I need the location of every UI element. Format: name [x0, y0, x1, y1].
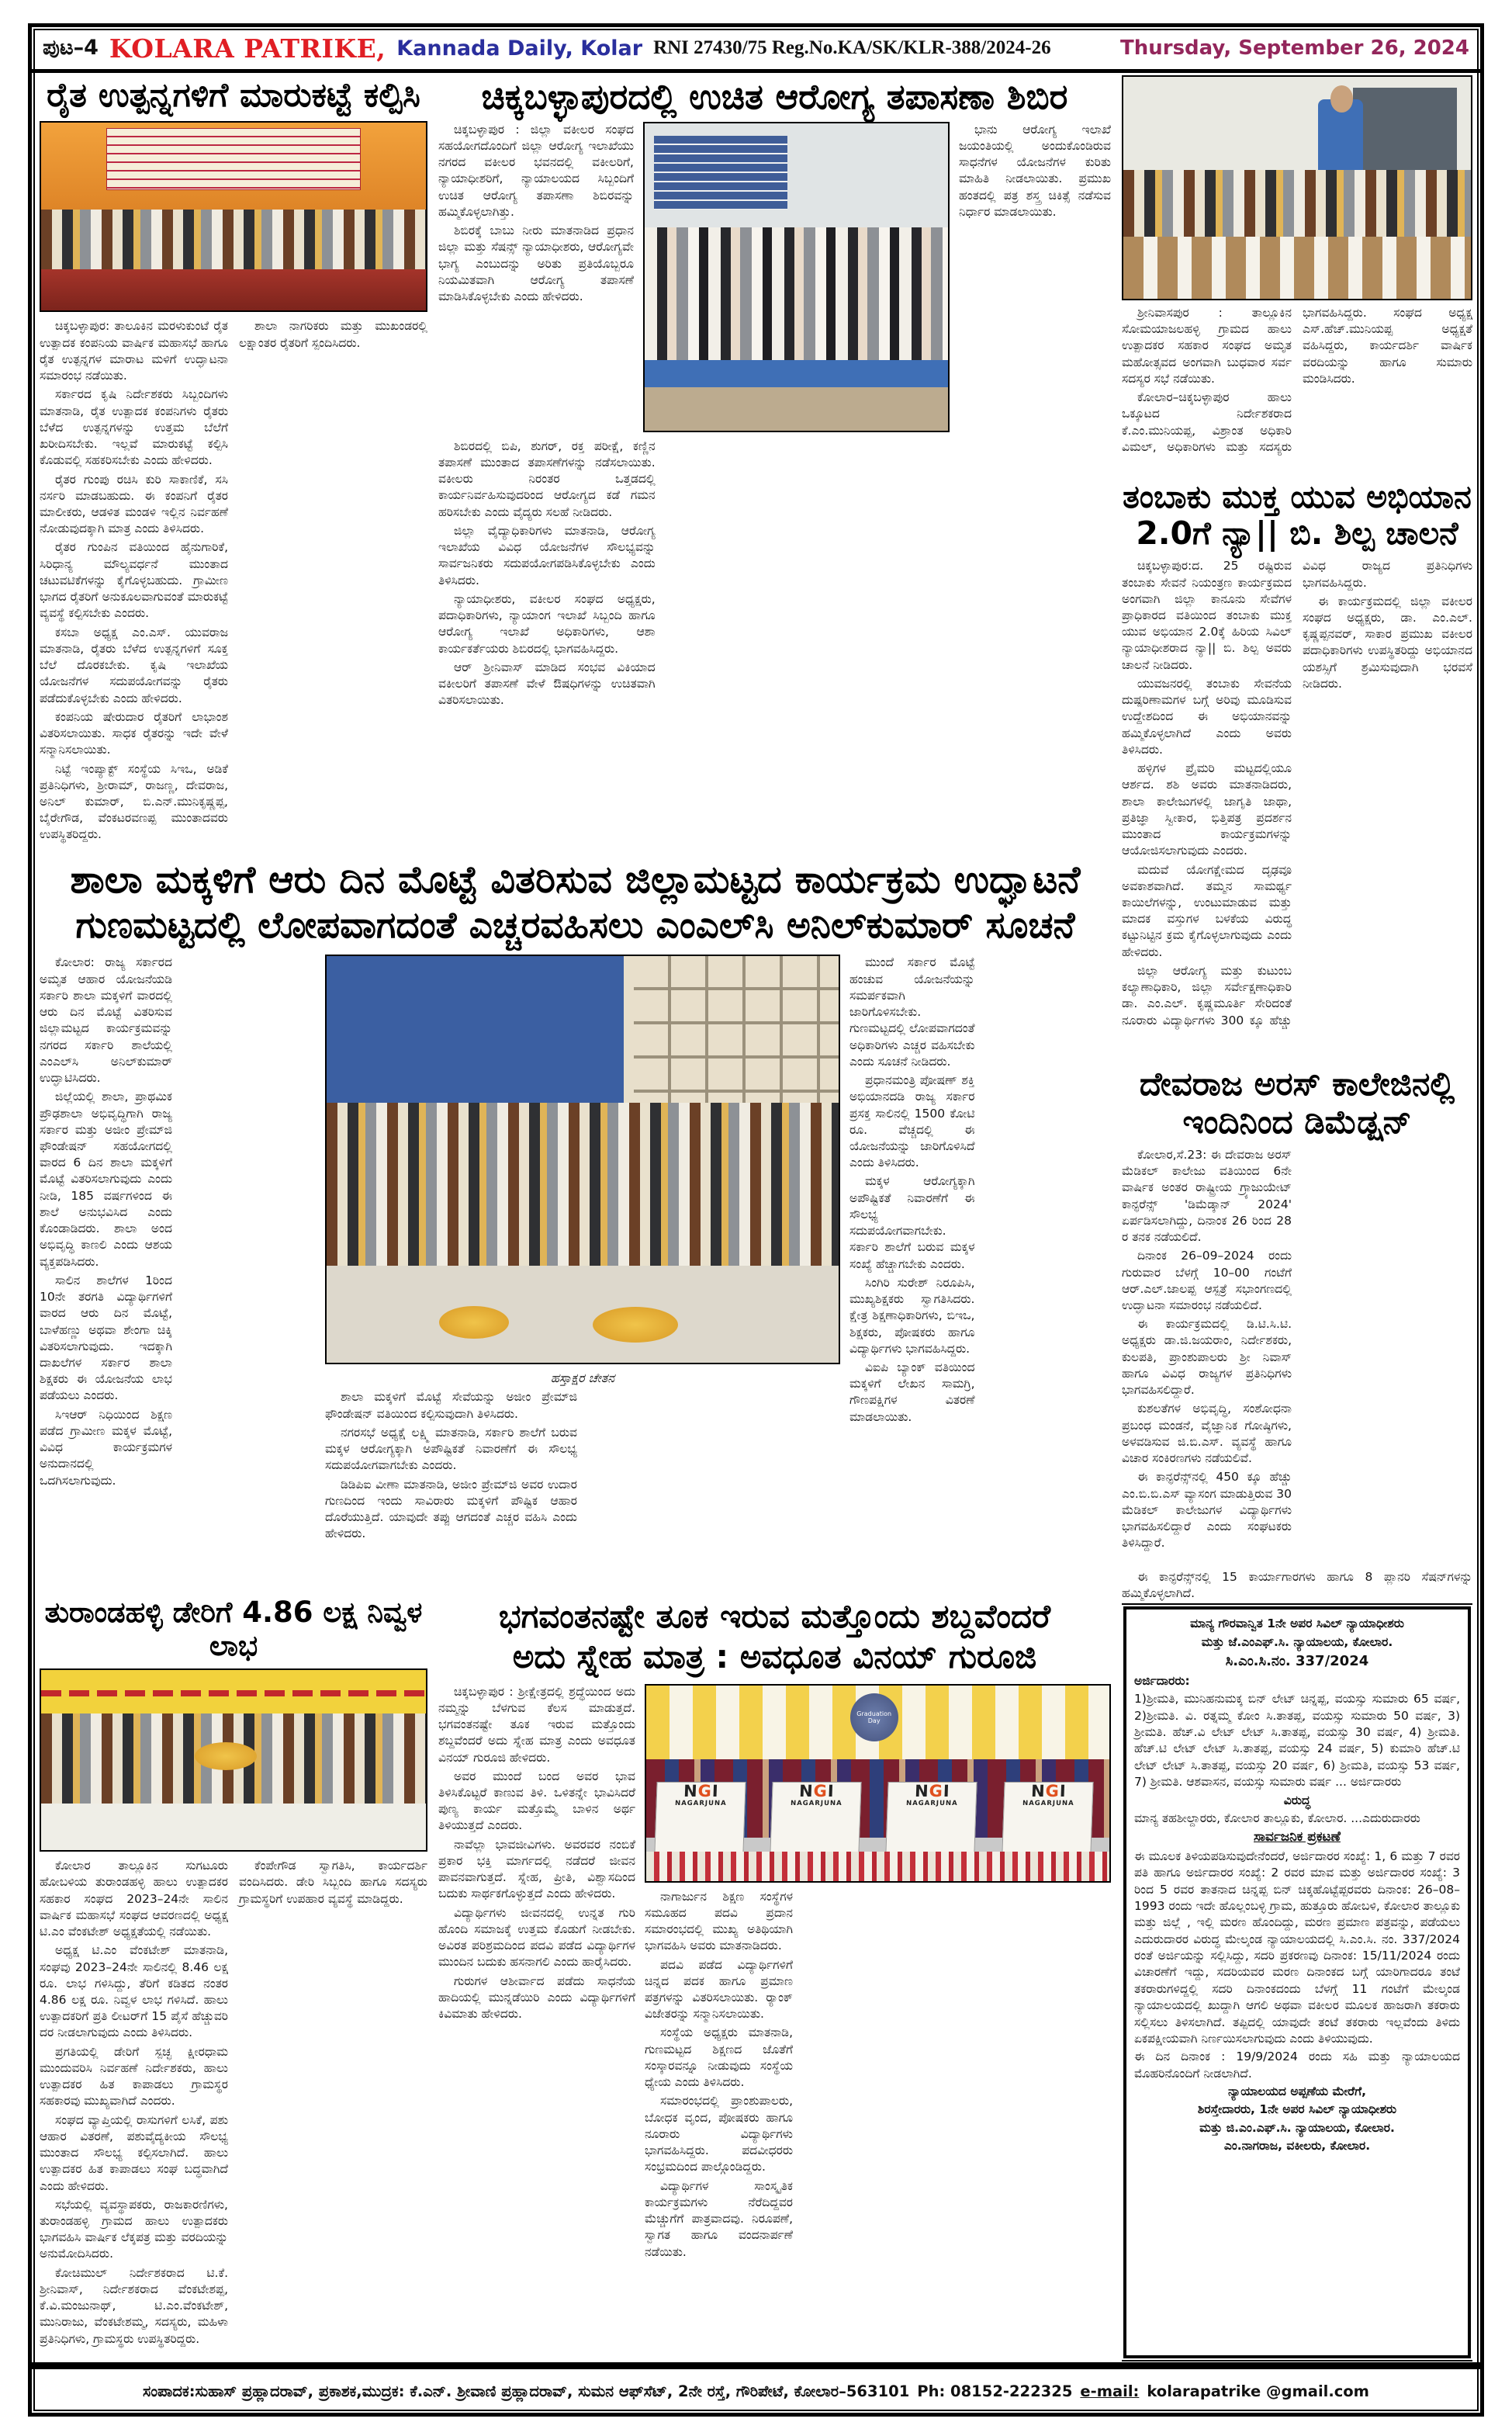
masthead-bar — [32, 27, 1480, 73]
signature-caption: ಹಸ್ತಾಕ್ಷರ ಚೇತನ — [550, 1370, 615, 1386]
ngi-i: I — [827, 1781, 836, 1800]
nagarjuna-label: NAGARJUNA — [906, 1799, 959, 1807]
ngi-podium-1 — [654, 1782, 746, 1854]
article-dairy — [40, 1596, 427, 2361]
phone-number: Ph: 08152-222325 — [917, 2382, 1073, 2400]
tobacco-headline-line2: 2.0ಗೆ ನ್ಯಾ|| ಬಿ. ಶಿಲ್ಪ ಚಾಲನೆ — [1136, 515, 1458, 553]
paragraph: ಮಕ್ಕಳ ಆರೋಗ್ಯಕ್ಕಾಗಿ ಅಪೌಷ್ಟಿಕತೆ ನಿವಾರಣೆಗೆ ಈ ಸೌಲಭ್ಯ ಸದುಪಯೋಗವಾಗಬೇಕು. ಸರ್ಕಾರಿ ಶಾಲೆಗೆ ಬರುವ ಮಕ್ಕಳ ಸಂಖ್ಯೆ ಹೆಚ್ಚಾಗಬೇಕು ಎಂದರು. — [849, 1174, 975, 1271]
paragraph: ಕೋಲಾರ–ಚಿಕ್ಕಬಳ್ಳಾಪುರ ಹಾಲು ಒಕ್ಕೂಟದ ನಿರ್ದೇಶಕರಾದ ಕೆ.ಎಂ.ಮುನಿಯಪ್ಪ, ವಿಶ್ರಾಂತ ಅಧಿಕಾರಿ ವಿಮಲ್, ಅಧಿಕಾರಿಗಳು ಮತ್ತು ಸದಸ್ಯರು ಭಾಗವಹಿಸಿದ್ದರು. ಸಂಘದ ಅಧ್ಯಕ್ಷ ಎಸ್.ಹೆಚ್.ಮುನಿಯಪ್ಪ ಅಧ್ಯಕ್ಷತೆ ವಹಿಸಿದ್ದರು, ಕಾರ್ಯದರ್ಶಿ ವಾರ್ಷಿಕ ವರದಿಯನ್ನು ಹಾಗೂ ಸುಮಾರು ಮಂಡಿಸಿದರು. — [1122, 306, 1472, 454]
paragraph: ಸಭೆಯಲ್ಲಿ ವ್ಯವಸ್ಥಾಪಕರು, ರಾಜಕಾರಣಿಗಳು, ತುರಾಂಡಹಳ್ಳಿ ಗ್ರಾಮದ ಹಾಲು ಉತ್ಪಾದಕರು ಭಾಗವಹಿಸಿ ವಾರ್ಷಿಕ ಲೆಕ್ಕಪತ್ರ ಮತ್ತು ವರದಿಯನ್ನು ಅನುಮೋದಿಸಿದರು. — [40, 2197, 228, 2261]
article-body-left — [438, 122, 634, 432]
paragraph: ಯುವಜನರಲ್ಲಿ ತಂಬಾಕು ಸೇವನೆಯ ದುಷ್ಪರಿಣಾಮಗಳ ಬಗ್ಗೆ ಅರಿವು ಮೂಡಿಸುವ ಉದ್ದೇಶದಿಂದ ಈ ಅಭಿಯಾನವನ್ನು ಹಮ್ಮಿಕೊಳ್ಳಲಾಗಿದೆ ಎಂದು ಅವರು ತಿಳಿಸಿದರು. — [1122, 676, 1292, 757]
paragraph: ಪ್ರಧಾನಮಂತ್ರಿ ಪೋಷಣ್ ಶಕ್ತಿ ಅಭಿಯಾನದಡಿ ರಾಜ್ಯ ಸರ್ಕಾರ ಪ್ರಸಕ್ತ ಸಾಲಿನಲ್ಲಿ 1500 ಕೋಟಿ ರೂ. ವೆಚ್ಚದಲ್ಲಿ ಈ ಯೋಜನೆಯನ್ನು ಜಾರಿಗೊಳಿಸಿದೆ ಎಂದು ತಿಳಿಸಿದರು. — [849, 1073, 975, 1170]
paragraph: ಮುಂದೆ ಸರ್ಕಾರ ಮೊಟ್ಟೆ ಹಂಚುವ ಯೋಜನೆಯನ್ನು ಸಮರ್ಪಕವಾಗಿ ಜಾರಿಗೊಳಿಸಬೇಕು. ಗುಣಮಟ್ಟದಲ್ಲಿ ಲೋಪವಾಗದಂತೆ ಅಧಿಕಾರಿಗಳು ಎಚ್ಚರ ವಹಿಸಬೇಕು ಎಂದು ಸೂಚನೆ ನೀಡಿದರು. — [849, 955, 975, 1069]
paragraph: ಆರ್ ಶ್ರೀನಿವಾಸ್ ಮಾಡಿದ ಸಂಭವ ವಿಕಿಯಾದ ವಕೀಲರಿಗೆ ತಪಾಸಣೆ ವೇಳೆ ಔಷಧಿಗಳನ್ನು ಉಚಿತವಾಗಿ ವಿತರಿಸಲಾಯಿತು. — [438, 660, 656, 708]
paragraph: ಕೋಲಾರ ತಾಲ್ಲೂಕಿನ ಸುಗಟೂರು ಹೋಬಳಿಯ ತುರಾಂಡಹಳ್ಳಿ ಹಾಲು ಉತ್ಪಾದಕರ ಸಹಕಾರ ಸಂಘದ 2023–24ನೇ ಸಾಲಿನ ವಾರ್ಷಿಕ ಮಹಾಸಭೆ ಸಂಘದ ಆವರಣದಲ್ಲಿ ಅಧ್ಯಕ್ಷ ಟಿ.ಎಂ ವೆಂಕಟೇಶ್ ಅಧ್ಯಕ್ಷತೆಯಲ್ಲಿ ನಡೆಯಿತು. — [40, 1859, 228, 1939]
page-frame — [28, 23, 1484, 2417]
photo-wall-banner — [654, 136, 787, 210]
paragraph: ಜಿಲ್ಲೆಯಲ್ಲಿ ಶಾಲಾ, ಪ್ರಾಥಮಿಕ ಪ್ರೌಢಶಾಲಾ ಅಭಿವೃದ್ಧಿಗಾಗಿ ರಾಜ್ಯ ಸರ್ಕಾರ ಮತ್ತು ಅಜೀಂ ಪ್ರೇಮ್‌ಜಿ ಫೌಂಡೇಷನ್ ಸಹಯೋಗದಲ್ಲಿ ವಾರದ 6 ದಿನ ಶಾಲಾ ಮಕ್ಕಳಿಗೆ ಮೊಟ್ಟೆ ವಿತರಿಸಲಾಗುವುದು ಎಂದು ನೀಡಿ, 185 ವರ್ಷಗಳಿಂದ ಈ ಶಾಲೆ ಅನುಭವಿಸಿದ ಎಂದು ಕೊಂಡಾಡಿದರು. ಶಾಲಾ ಅಂದ ಅಭಿವೃದ್ಧಿ ಕಾಣಲಿ ಎಂದು ಆಶಯ ವ್ಯಕ್ತಪಡಿಸಿದರು. — [40, 1090, 172, 1269]
paragraph: ವಿದ್ಯಾರ್ಥಿಗಳು ಜೀವನದಲ್ಲಿ ಉನ್ನತ ಗುರಿ ಹೊಂದಿ ಸಮಾಜಕ್ಕೆ ಉತ್ತಮ ಕೊಡುಗೆ ನೀಡಬೇಕು. ಅವಿರತ ಪರಿಶ್ರಮದಿಂದ ಪದವಿ ಪಡೆದ ವಿದ್ಯಾರ್ಥಿಗಳ ಮುಂದಿನ ಬದುಕು ಹಸನಾಗಲಿ ಎಂದು ಹಾರೈಸಿದರು. — [438, 1905, 635, 1970]
paragraph: ಗುರುಗಳ ಆಶೀರ್ವಾದ ಪಡೆದು ಸಾಧನೆಯ ಹಾದಿಯಲ್ಲಿ ಮುನ್ನಡೆಯಿರಿ ಎಂದು ವಿದ್ಯಾರ್ಥಿಗಳಿಗೆ ಕಿವಿಮಾತು ಹೇಳಿದರು. — [438, 1973, 635, 2022]
paragraph: ಕುಶಲತೆಗಳ ಅಭಿವೃದ್ಧಿ, ಸಂಶೋಧನಾ ಪ್ರಬಂಧ ಮಂಡನೆ, ವೈಜ್ಞಾನಿಕ ಗೋಷ್ಠಿಗಳು, ಅಳವಡಿಸುವ ಜಿ.ಬಿ.ಎಸ್. ವ್ಯವಸ್ಥೆ ಹಾಗೂ ವಿಚಾರ ಸಂಕಿರಣಗಳು ನಡೆಯಲಿವೆ. — [1122, 1402, 1292, 1466]
paragraph: ನ್ಯಾಯಾಧೀಶರು, ವಕೀಲರ ಸಂಘದ ಅಧ್ಯಕ್ಷರು, ಪದಾಧಿಕಾರಿಗಳು, ನ್ಯಾಯಾಂಗ ಇಲಾಖೆ ಸಿಬ್ಬಂದಿ ಹಾಗೂ ಆರೋಗ್ಯ ಇಲಾಖೆ ಅಧಿಕಾರಿಗಳು, ಆಶಾ ಕಾರ್ಯಕರ್ತೆಯರು ಶಿಬಿರದಲ್ಲಿ ಭಾಗವಹಿಸಿದ್ದರು. — [438, 591, 656, 656]
court-line-1: ಮಾನ್ಯ ಗೌರವಾನ್ವಿತ 1ನೇ ಅಪರ ಸಿವಿಲ್ ನ್ಯಾಯಾಧೀಶರು — [1190, 1616, 1404, 1631]
demedcon-headline-line1: ದೇವರಾಜ ಅರಸ್ ಕಾಲೇಜಿನಲ್ಲಿ — [1139, 1065, 1455, 1104]
photo-garland-left — [439, 1306, 509, 1339]
nagarjuna-label: NAGARJUNA — [791, 1799, 842, 1807]
photo-people-row — [327, 1103, 839, 1273]
photo-ngi-graduation — [645, 1684, 1111, 1883]
photo-srinivaspura-meeting — [1122, 75, 1472, 300]
respondent: ಮಾನ್ಯ ತಹಶೀಲ್ದಾರರು, ಕೋಲಾರ ತಾಲ್ಲೂಕು, ಕೋಲಾರ. ...ಎದುರುದಾರರು — [1134, 1810, 1420, 1825]
right-column — [1122, 75, 1472, 2361]
case-number: ಸಿ.ಎಂ.ಸಿ.ನಂ. 337/2024 — [1225, 1653, 1369, 1670]
content-grid — [40, 75, 1472, 2361]
ngi-logo — [773, 1783, 861, 1800]
photo-flower-row — [646, 1852, 1109, 1881]
photo-blue-table — [645, 360, 948, 388]
article-body-bottom — [438, 438, 1111, 847]
demedcon-body — [1122, 1147, 1472, 1566]
photo-person-head — [1330, 85, 1353, 112]
paragraph: ಶಾಲಾ ಮಕ್ಕಳಿಗೆ ಮೊಟ್ಟೆ ಸೇವೆಯನ್ನು ಅಜೀಂ ಪ್ರೇಮ್‌ಜಿ ಫೌಂಡೇಷನ್ ವತಿಯಿಂದ ಕಲ್ಪಿಸುವುದಾಗಿ ತಿಳಿಸಿದರು. — [325, 1390, 577, 1421]
signature-line-2: ಶಿರಸ್ತೇದಾರರು, 1ನೇ ಅಪರ ಸಿವಿಲ್ ನ್ಯಾಯಾಧೀಶರು — [1197, 2102, 1397, 2117]
article-health-camp — [438, 75, 1111, 847]
paragraph: ಜಿಲ್ಲಾ ಆರೋಗ್ಯ ಮತ್ತು ಕುಟುಂಬ ಕಲ್ಯಾಣಾಧಿಕಾರಿ, ಜಿಲ್ಲಾ ಸರ್ವೇಕ್ಷಣಾಧಿಕಾರಿ ಡಾ. ಎಂ.ಎಲ್. ಕೃಷ್ಣಮೂರ್ತಿ ಸೇರಿದಂತೆ ನೂರಾರು ವಿದ್ಯಾರ್ಥಿಗಳು 300 ಕ್ಕೂ ಹೆಚ್ಚು ವಿವಿಧ ರಾಜ್ಯದ ಪ್ರತಿನಿಧಿಗಳು ಭಾಗವಹಿಸಿದ್ದರು. — [1122, 559, 1472, 1027]
ngi-n: N — [915, 1781, 930, 1800]
imprint-text: ಸಂಪಾದಕ:ಸುಹಾಸ್ ಪ್ರಹ್ಲಾದರಾವ್, ಪ್ರಕಾಶಕ,ಮುದ್ರಕ: ಕೆ.ಎನ್. ಶ್ರೀವಾಣಿ ಪ್ರಹ್ಲಾದರಾವ್, ಸುಮನ ಆಫ್‌ಸೆಟ್, 2ನೇ ರಸ್ತೆ, ಗೌರಿಪೇಟೆ, ಕೋಲಾರ–563101 — [142, 2382, 910, 2400]
paragraph: ಸಾಲಿನ ಶಾಲೆಗಳ 1ರಿಂದ 10ನೇ ತರಗತಿ ವಿದ್ಯಾರ್ಥಿಗಳಿಗೆ ವಾರದ ಆರು ದಿನ ಮೊಟ್ಟೆ, ಬಾಳೆಹಣ್ಣು ಅಥವಾ ಶೇಂಗಾ ಚಿಕ್ಕಿ ವಿತರಿಸಲಾಗುವುದು. ಇದಕ್ಕಾಗಿ ದಾಖಲೆಗಳ ಸರ್ಕಾರ ಶಾಲಾ ಶಿಕ್ಷಕರು ಈ ಯೋಜನೆಯ ಲಾಭ ಪಡೆಯಲು ಎಂದರು. — [40, 1273, 172, 1403]
badge-text: Graduation Day — [856, 1710, 892, 1724]
photo-window — [1353, 88, 1457, 181]
court-line-2: ಮತ್ತು ಜೆ.ಎಂಎಫ್.ಸಿ. ನ್ಯಾಯಾಲಯ, ಕೋಲಾರ. — [1201, 1634, 1393, 1649]
legal-notice-box — [1123, 1606, 1471, 2358]
guruji-body-bottom — [645, 1889, 1111, 2361]
ngi-logo — [1005, 1783, 1093, 1800]
guruji-headline-line1: ಭಗವಂತನಷ್ಟೇ ತೂಕ ಇರುವ ಮತ್ತೊಂದು ಶಬ್ದವೆಂದರೆ — [498, 1597, 1051, 1635]
paragraph: ಪದವಿ ಪಡೆದ ವಿದ್ಯಾರ್ಥಿಗಳಿಗೆ ಚಿನ್ನದ ಪದಕ ಹಾಗೂ ಪ್ರಮಾಣ ಪತ್ರಗಳನ್ನು ವಿತರಿಸಲಾಯಿತು. ರ‍್ಯಾಂಕ್ ವಿಜೇತರನ್ನು ಸನ್ಮಾನಿಸಲಾಯಿತು. — [645, 1957, 793, 2022]
photo-garland — [195, 1742, 257, 1770]
srinivaspura-body — [1122, 305, 1472, 471]
photo-table-front — [327, 1266, 839, 1363]
paragraph: ಹಳ್ಳಿಗಳ ಪ್ರೈಮರಿ ಮಟ್ಟದಲ್ಲಿಯೂ ಆರ್ಶದ. ಶಶಿ ಅವರು ಮಾತನಾಡಿದರು, ಶಾಲಾ ಕಾಲೇಜುಗಳಲ್ಲಿ ಜಾಗೃತಿ ಜಾಥಾ, ಪ್ರತಿಜ್ಞಾ ಸ್ವೀಕಾರ, ಭಿತ್ತಿಪತ್ರ ಪ್ರದರ್ಶನ ಮುಂತಾದ ಕಾರ್ಯಕ್ರಮಗಳನ್ನು ಆಯೋಜಿಸಲಾಗುವುದು ಎಂದರು. — [1122, 761, 1292, 858]
paragraph: ಚಿಕ್ಕಬಳ್ಳಾಪುರ : ಶ್ರೀಕ್ಷೇತ್ರದಲ್ಲಿ ಶ್ರದ್ಧೆಯಿಂದ ಅದು ನಮ್ಮನ್ನು ಬೆಳಗುವ ಕೆಲಸ ಮಾಡುತ್ತದೆ. ಭಗವಂತನಷ್ಟೇ ತೂಕ ಇರುವ ಮತ್ತೊಂದು ಶಬ್ದವೆಂದರೆ ಅದು ಸ್ನೇಹ ಮಾತ್ರ ಎಂದು ಅವಧೂತ ವಿನಯ್ ಗುರೂಜಿ ಹೇಳಿದರು. — [438, 1684, 635, 1765]
article-headline: ಚಿಕ್ಕಬಳ್ಳಾಪುರದಲ್ಲಿ ಉಚಿತ ಆರೋಗ್ಯ ತಪಾಸಣಾ ಶಿಬಿರ — [481, 76, 1068, 117]
photo-people-row — [41, 210, 426, 273]
paragraph: ಅಧ್ಯಕ್ಷ ಟಿ.ಎಂ ವೆಂಕಟೇಶ್ ಮಾತನಾಡಿ, ಸಂಘವು 2023–24ನೇ ಸಾಲಿನಲ್ಲಿ 8.46 ಲಕ್ಷ ರೂ. ಲಾಭ ಗಳಿಸಿದ್ದು, ತೆರಿಗೆ ಕಡಿತದ ನಂತರ 4.86 ಲಕ್ಷ ರೂ. ನಿವ್ವಳ ಲಾಭ ಗಳಿಸಿದೆ. ಹಾಲು ಉತ್ಪಾದಕರಿಗೆ ಪ್ರತಿ ಲೀಟರ್‌ಗೆ 15 ಪೈಸೆ ಹೆಚ್ಚುವರಿ ದರ ನೀಡಲಾಗುವುದು ಎಂದು ತಿಳಿಸಿದರು. — [40, 1943, 228, 2040]
ngi-i: I — [711, 1781, 720, 1800]
paragraph: ಕೋಲಾರ: ರಾಜ್ಯ ಸರ್ಕಾರದ ಅಮೃತ ಆಹಾರ ಯೋಜನೆಯಡಿ ಸರ್ಕಾರಿ ಶಾಲಾ ಮಕ್ಕಳಿಗೆ ವಾರದಲ್ಲಿ ಆರು ದಿನ ಮೊಟ್ಟೆ ವಿತರಿಸುವ ಜಿಲ್ಲಾಮಟ್ಟದ ಕಾರ್ಯಕ್ರಮವನ್ನು ನಗರದ ಸರ್ಕಾರಿ ಶಾಲೆಯಲ್ಲಿ ಎಂಎಲ್‌ಸಿ ಅನಿಲ್‌ಕುಮಾರ್ ಉದ್ಘಾಟಿಸಿದರು. — [40, 955, 172, 1086]
paragraph: ಮದುವೆ ಯೋಗಕ್ಷೇಮದ ದೃಢವೂ ಅವಕಾಶವಾಗಿದೆ. ತಮ್ಮನ ಸಾಮರ್ಥ್ಯ ಕಾಯಿಲೆಗಳನ್ನು, ಉಂಟುಮಾಡುವ ಮತ್ತು ಮಾದಕ ವಸ್ತುಗಳ ಬಳಕೆಯ ವಿರುದ್ಧ ಕಟ್ಟುನಿಟ್ಟಿನ ಕ್ರಮ ಕೈಗೊಳ್ಳಲಾಗುವುದು ಎಂದು ಹೇಳಿದರು. — [1122, 862, 1292, 959]
article-guruji — [438, 1596, 1111, 2361]
tobacco-headline — [1122, 479, 1472, 552]
paragraph: ಕಂಪನಿಯ ಷೇರುದಾರ ರೈತರಿಗೆ ಲಾಭಾಂಶ ವಿತರಿಸಲಾಯಿತು. ಸಾಧಕ ರೈತರನ್ನು ಇದೇ ವೇಳೆ ಸನ್ಮಾನಿಸಲಾಯಿತು. — [40, 709, 228, 757]
registration-number: RNI 27430/75 Reg.No.KA/SK/KLR-388/2024-26 — [653, 37, 1051, 58]
article-egg-program — [40, 855, 1111, 1589]
edition-date: Thursday, September 26, 2024 — [1120, 36, 1469, 60]
signature-line-3: ಮತ್ತು ಜಿ.ಎಂ.ಎಫ್.ಸಿ. ನ್ಯಾಯಾಲಯ, ಕೋಲಾರ. — [1199, 2120, 1395, 2135]
egg-body-right — [849, 955, 1111, 1589]
ngi-g: G — [697, 1781, 713, 1800]
paragraph: ಚಿಕ್ಕಬಳ್ಳಾಪುರ:ದ. 25 ರಷ್ಟಿರುವ ತಂಬಾಕು ಸೇವನೆ ನಿಯಂತ್ರಣ ಕಾರ್ಯಕ್ರಮದ ಅಂಗವಾಗಿ ಜಿಲ್ಲಾ ಕಾನೂನು ಸೇವೆಗಳ ಪ್ರಾಧಿಕಾರದ ವತಿಯಿಂದ ತಂಬಾಕು ಮುಕ್ತ ಯುವ ಅಭಿಯಾನ 2.0ಕ್ಕೆ ಹಿರಿಯ ಸಿವಿಲ್ ನ್ಯಾಯಾಧೀಶರಾದ ನ್ಯಾ|| ಬಿ. ಶಿಲ್ಪ ಅವರು ಚಾಲನೆ ನೀಡಿದರು. — [1122, 559, 1292, 672]
paragraph: ನಾವೆಲ್ಲಾ ಭಾವಜೀವಿಗಳು. ಅವರವರ ನಂಬಿಕೆ ಪ್ರಕಾರ ಭಕ್ತಿ ಮಾರ್ಗದಲ್ಲಿ ನಡೆದರೆ ಜೀವನ ಪಾವನವಾಗುತ್ತದೆ. ಸ್ನೇಹ, ಪ್ರೀತಿ, ವಿಶ್ವಾಸದಿಂದ ಬದುಕು ಸಾರ್ಥಕಗೊಳ್ಳುತ್ತದೆ ಎಂದು ಹೇಳಿದರು. — [438, 1837, 635, 1901]
paragraph: ಶಿಬಿರದಲ್ಲಿ ಬಿಪಿ, ಶುಗರ್, ರಕ್ತ ಪರೀಕ್ಷೆ, ಕಣ್ಣಿನ ತಪಾಸಣೆ ಮುಂತಾದ ತಪಾಸಣೆಗಳನ್ನು ನಡೆಸಲಾಯಿತು. ವಕೀಲರು ನಿರಂತರ ಒತ್ತಡದಲ್ಲಿ ಕಾರ್ಯನಿರ್ವಹಿಸುವುದರಿಂದ ಆರೋಗ್ಯದ ಕಡೆ ಗಮನ ಹರಿಸಬೇಕು ಎಂದು ವೈದ್ಯರು ಸಲಹೆ ನೀಡಿದರು. — [438, 438, 656, 519]
ngi-g: G — [813, 1781, 829, 1800]
ngi-g: G — [929, 1781, 944, 1800]
newspaper-tagline: Kannada Daily, Kolar — [396, 36, 643, 61]
photo-yellow-banner — [41, 1670, 426, 1713]
demedcon-last-line: ಈ ಕಾನ್ಫರೆನ್ಸ್‌ನಲ್ಲಿ 15 ಕಾರ್ಯಾಗಾರಗಳು ಹಾಗೂ 8 ಪ್ಲಾನರಿ ಸೆಷನ್‌ಗಳನ್ನು ಹಮ್ಮಿಕೊಳ್ಳಲಾಗಿದೆ. — [1122, 1569, 1472, 1601]
page-number: ಪುಟ–4 — [43, 36, 99, 60]
signature-line-4: ಎಂ.ನಾಗರಾಜ, ವಕೀಲರು, ಕೋಲಾರ. — [1223, 2139, 1371, 2154]
paragraph: ಸರ್ಕಾರದ ಕೃಷಿ ನಿರ್ದೇಶಕರು ಸಿಬ್ಬಂದಿಗಳು ಮಾತನಾಡಿ, ರೈತ ಉತ್ಪಾದಕ ಕಂಪನಿಗಳು ರೈತರು ಬೆಳೆದ ಉತ್ಪನ್ನಗಳನ್ನು ಉತ್ತಮ ಬೆಲೆಗೆ ಖರೀದಿಸಬೇಕು. ಇಲ್ಲವೆ ಮಾರುಕಟ್ಟೆ ಕಲ್ಪಿಸಿ ಕೊಡುವಲ್ಲಿ ಸಹಕರಿಸಬೇಕು ಎಂದು ಹೇಳಿದರು. — [40, 387, 228, 468]
photo-people-row — [1123, 170, 1471, 237]
article-body-right — [959, 122, 1111, 432]
paragraph: ರೈತರ ಗುಂಪು ರಚಿಸಿ ಕುರಿ ಸಾಕಾಣಿಕೆ, ಸಸಿ ನರ್ಸರಿ ಮಾಡಬಹುದು. ಈ ಕಂಪನಿಗೆ ರೈತರ ಮಾಲೀಕರು, ಆಡಳಿತ ಮಂಡಳಿ ಇಲ್ಲಿನ ನಿರ್ವಹಣೆ ನೋಡುವುದಕ್ಕಾಗಿ ಮಾತ್ರ ಎಂದು ತಿಳಿಸಿದರು. — [40, 472, 228, 536]
paragraph: ಕಸಬಾ ಅಧ್ಯಕ್ಷ ಎಂ.ಎಸ್. ಯುವರಾಜ ಮಾತನಾಡಿ, ರೈತರು ಬೆಳೆದ ಉತ್ಪನ್ನಗಳಿಗೆ ಸೂಕ್ತ ಬೆಲೆ ದೊರಕಬೇಕು. ಕೃಷಿ ಇಲಾಖೆಯ ಯೋಜನೆಗಳ ಸದುಪಯೋಗವನ್ನು ರೈತರು ಪಡೆದುಕೊಳ್ಳಬೇಕು ಎಂದು ಹೇಳಿದರು. — [40, 625, 228, 705]
paragraph: ವಿಐಪಿ ಬ್ಯಾಂಕ್ ವತಿಯಿಂದ ಮಕ್ಕಳಿಗೆ ಲೇಖನ ಸಾಮಗ್ರಿ, ಗೌಣಪಕ್ಷಿಗಳ ವಿತರಣೆ ಮಾಡಲಾಯಿತು. — [849, 1360, 975, 1424]
demedcon-headline — [1122, 1066, 1472, 1141]
egg-headline-line1: ಶಾಲಾ ಮಕ್ಕಳಿಗೆ ಆರು ದಿನ ಮೊಟ್ಟೆ ವಿತರಿಸುವ ಜಿಲ್ಲಾಮಟ್ಟದ ಕಾರ್ಯಕ್ರಮ ಉದ್ಘಾಟನೆ — [70, 858, 1081, 902]
graduation-day-badge — [850, 1693, 898, 1741]
paragraph: ಜಿಲ್ಲಾ ವೈದ್ಯಾಧಿಕಾರಿಗಳು ಮಾತನಾಡಿ, ಆರೋಗ್ಯ ಇಲಾಖೆಯ ವಿವಿಧ ಯೋಜನೆಗಳ ಸೌಲಭ್ಯವನ್ನು ಸಾರ್ವಜನಿಕರು ಸದುಪಯೋಗಪಡಿಸಿಕೊಳ್ಳಬೇಕು ಎಂದು ತಿಳಿಸಿದರು. — [438, 523, 656, 587]
guruji-headline-line2: ಅದು ಸ್ನೇಹ ಮಾತ್ರ : ಅವಧೂತ ವಿನಯ್ ಗುರೂಜಿ — [512, 1637, 1037, 1676]
paragraph: ಸಂಸ್ಥೆಯ ಅಧ್ಯಕ್ಷರು ಮಾತನಾಡಿ, ಗುಣಮಟ್ಟದ ಶಿಕ್ಷಣದ ಜೊತೆಗೆ ಸಂಸ್ಕಾರವನ್ನೂ ನೀಡುವುದು ಸಂಸ್ಥೆಯ ಧ್ಯೇಯ ಎಂದು ತಿಳಿಸಿದರು. — [645, 2025, 793, 2090]
demedcon-headline-line2: ಇಂದಿನಿಂದ ಡಿಮೆಡ್ಷನ್ — [1182, 1102, 1412, 1141]
paragraph: ಚಿಕ್ಕಬಳ್ಳಾಪುರ : ಜಿಲ್ಲಾ ವಕೀಲರ ಸಂಘದ ಸಹಯೋಗದೊಂದಿಗೆ ಜಿಲ್ಲಾ ಆರೋಗ್ಯ ಇಲಾಖೆಯು ನಗರದ ವಕೀಲರ ಭವನದಲ್ಲಿ ವಕೀಲರಿಗೆ, ನ್ಯಾಯಾಧೀಶರಿಗೆ, ನ್ಯಾಯಾಲಯದ ಸಿಬ್ಬಂದಿಗೆ ಉಚಿತ ಆರೋಗ್ಯ ತಪಾಸಣಾ ಶಿಬಿರವನ್ನು ಹಮ್ಮಿಕೊಳ್ಳಲಾಗಿತ್ತು. — [438, 122, 634, 219]
paragraph: ರೈತರ ಗುಂಪಿನ ವತಿಯಿಂದ ಹೈನುಗಾರಿಕೆ, ಸಿರಿಧಾನ್ಯ ಮೌಲ್ಯವರ್ಧನೆ ಮುಂತಾದ ಚಟುವಟಿಕೆಗಳನ್ನು ಕೈಗೊಳ್ಳಬಹುದು. ಗ್ರಾಮೀಣ ಭಾಗದ ರೈತರಿಗೆ ಅನುಕೂಲವಾಗುವಂತೆ ಮಾರುಕಟ್ಟೆ ವ್ಯವಸ್ಥೆ ಕಲ್ಪಿಸಬೇಕು ಎಂದರು. — [40, 540, 228, 621]
dairy-headline: ತುರಾಂಡಹಳ್ಳಿ ಡೇರಿಗೆ 4.86 ಲಕ್ಷ ನಿವ್ವಳ ಲಾಭ — [44, 1596, 423, 1662]
paragraph: ವಿದ್ಯಾರ್ಥಿಗಳ ಸಾಂಸ್ಕೃತಿಕ ಕಾರ್ಯಕ್ರಮಗಳು ನೆರೆದಿದ್ದವರ ಮೆಚ್ಚುಗೆಗೆ ಪಾತ್ರವಾದವು. ನಿರೂಪಣೆ, ಸ್ವಾಗತ ಹಾಗೂ ವಂದನಾರ್ಪಣೆ ನಡೆಯಿತು. — [645, 2178, 793, 2259]
versus: ವಿರುದ್ಧ — [1283, 1793, 1311, 1807]
signature-line-1: ನ್ಯಾಯಾಲಯದ ಅಪ್ಪಣೆಯ ಮೇರೆಗೆ, — [1227, 2084, 1367, 2098]
photo-people-row — [645, 227, 948, 369]
ngi-podium-4 — [1002, 1782, 1094, 1854]
ngi-i: I — [1059, 1781, 1067, 1800]
paragraph: ಈ ಕಾರ್ಯಕ್ರಮದಲ್ಲಿ ಡಿ.ಟಿ.ಸಿ.ಟಿ. ಅಧ್ಯಕ್ಷರು ಡಾ.ಜಿ.ಜಯರಾಂ, ನಿರ್ದೇಶಕರು, ಕುಲಪತಿ, ಪ್ರಾಂಶುಪಾಲರು ಶ್ರೀ ನಿವಾಸ್ ಹಾಗೂ ವಿವಿಧ ರಾಜ್ಯಗಳ ಪ್ರತಿನಿಧಿಗಳು ಭಾಗವಹಿಸಲಿದ್ದಾರೆ. — [1122, 1317, 1292, 1398]
ngi-n: N — [798, 1781, 815, 1800]
egg-under-photo — [325, 1369, 840, 1589]
photo-banner — [106, 128, 360, 189]
photo-table-papers — [1123, 237, 1471, 299]
paragraph: ಈ ಕಾನ್ಫರೆನ್ಸ್‌ನಲ್ಲಿ 450 ಕ್ಕೂ ಹೆಚ್ಚು ಎಂ.ಬಿ.ಬಿ.ಎಸ್ ವ್ಯಾಸಂಗ ಮಾಡುತ್ತಿರುವ 30 ಮೆಡಿಕಲ್ ಕಾಲೇಜುಗಳ ವಿದ್ಯಾರ್ಥಿಗಳು ಭಾಗವಹಿಸಲಿದ್ದಾರೆ ಎಂದು ಸಂಘಟಕರು ತಿಳಿಸಿದ್ದಾರೆ. — [1122, 1470, 1292, 1551]
ngi-logo — [657, 1783, 746, 1800]
nagarjuna-label: NAGARJUNA — [674, 1799, 727, 1807]
notice-body: ಈ ಮೂಲಕ ತಿಳಿಯಪಡಿಸುವುದೇನೆಂದರೆ, ಅರ್ಜಿದಾರರ ಸಂಖ್ಯೆ: 1, 6 ಮತ್ತು 7 ರವರ ಪತಿ ಹಾಗೂ ಅರ್ಜಿದಾರರ ಸಂಖ್ಯೆ: 2 ರವರ ಮಾವ ಮತ್ತು ಅರ್ಜಿದಾರರ ಸಂಖ್ಯೆ: 3 ರಿಂದ 5 ರವರ ತಾತನಾದ ಚಿನ್ನಪ್ಪ ಬಿನ್ ಚಿಕ್ಕಹೊಟ್ಟೆಪ್ಪರವರು ದಿನಾಂಕ: 26–08–1993 ರಂದು ಇದೇ ಹೊಲ್ಲಂಬಳ್ಳಿ ಗ್ರಾಮ, ಹುತ್ತೂರು ಹೋಬಳಿ, ಕೋಲಾರ ತಾಲ್ಲೂಕು ಮತ್ತು ಜಿಲ್ಲೆ , ಇಲ್ಲಿ ಮರಣ ಹೊಂದಿದ್ದು, ಮರಣ ಪ್ರಮಾಣ ಪತ್ರವನ್ನು, ಪಡೆಯಲು ಎದುರುದಾರರ ವಿರುದ್ಧ ಮೇಲ್ಕಂಡ ನ್ಯಾಯಾಲಯದಲ್ಲಿ ಸಿ.ಎಂ.ಸಿ. ನಂ. 337/2024 ರಂತೆ ಅರ್ಜಿಯನ್ನು ಸಲ್ಲಿಸಿದ್ದು, ಸದರಿ ಪ್ರಕರಣವು ದಿನಾಂಕ: 15/11/2024 ರಂದು ವಿಚಾರಣೆಗೆ ಇದ್ದು, ಸದರಿಯವರ ಮರಣ ದಿನಾಂಕದ ಬಗ್ಗೆ ಯಾರಿಗಾದರೂ ತಂಟೆ ತಕರಾರುಗಳಿದ್ದಲ್ಲಿ ಸದರಿ ದಿನಾಂಕದಂದು ಬೆಳಗ್ಗೆ 11 ಗಂಟೆಗೆ ಮೇಲ್ಕಂಡ ನ್ಯಾಯಾಲಯದಲ್ಲಿ ಖುದ್ದಾಗಿ ಆಗಲಿ ಅಥವಾ ವಕೀಲರ ಮೂಲಕ ಹಾಜರಾಗಿ ತಕರಾರು ಸಲ್ಲಿಸಲು ತಿಳಿಸಲಾಗಿದೆ. ತಪ್ಪಿದಲ್ಲಿ ಯಾವುದೇ ತಂಟೆ ತಕರಾರು ಇಲ್ಲವೆಂದು ತಿಳಿದು ಏಕಪಕ್ಷೀಯವಾಗಿ ನಿರ್ಣಯಿಸಲಾಗುವುದು ಎಂದು ತಿಳಿಯುವುದು. — [1134, 1849, 1460, 2046]
ngi-n: N — [1030, 1781, 1046, 1800]
photo-dairy-meeting — [40, 1668, 427, 1852]
paragraph: ನಾಗಾರ್ಜುನ ಶಿಕ್ಷಣ ಸಂಸ್ಥೆಗಳ ಸಮೂಹದ ಪದವಿ ಪ್ರದಾನ ಸಮಾರಂಭದಲ್ಲಿ ಮುಖ್ಯ ಅತಿಥಿಯಾಗಿ ಭಾಗವಹಿಸಿ ಅವರು ಮಾತನಾಡಿದರು. — [645, 1889, 793, 1953]
egg-body-under — [325, 1389, 840, 1589]
paragraph: ಸಂಘದ ವ್ಯಾಪ್ತಿಯಲ್ಲಿ ರಾಸುಗಳಿಗೆ ಲಸಿಕೆ, ಪಶು ಆಹಾರ ವಿತರಣೆ, ಪಶುವೈದ್ಯಕೀಯ ಸೌಲಭ್ಯ ಮುಂತಾದ ಸೌಲಭ್ಯ ಕಲ್ಪಿಸಲಾಗಿದೆ. ಹಾಲು ಉತ್ಪಾದಕರ ಹಿತ ಕಾಪಾಡಲು ಸಂಘ ಬದ್ಧವಾಗಿದೆ ಎಂದು ಹೇಳಿದರು. — [40, 2112, 228, 2193]
paragraph: ನಗರಸಭೆ ಅಧ್ಯಕ್ಷೆ ಲಕ್ಷ್ಮಿ ಮಾತನಾಡಿ, ಸರ್ಕಾರಿ ಶಾಲೆಗೆ ಬರುವ ಮಕ್ಕಳ ಆರೋಗ್ಯಕ್ಕಾಗಿ ಅಪೌಷ್ಟಿಕತೆ ನಿವಾರಣೆಗೆ ಈ ಸೌಲಭ್ಯ ಸದುಪಯೋಗವಾಗಬೇಕು ಎಂದರು. — [325, 1425, 577, 1473]
email-label: e-mail: — [1080, 2382, 1140, 2400]
tobacco-body — [1122, 558, 1472, 1055]
dairy-body — [40, 1858, 427, 2361]
nagarjuna-label: NAGARJUNA — [1022, 1799, 1074, 1807]
photo-health-camp — [643, 122, 950, 432]
photo-egg-event — [325, 955, 840, 1364]
paragraph: ಭಾನು ಆರೋಗ್ಯ ಇಲಾಖೆ ಜಯಂತಿಯಲ್ಲಿ ಅಂದುಕೊಂಡಿರುವ ಸಾಧನೆಗಳ ಯೋಜನೆಗಳ ಕುರಿತು ಮಾಹಿತಿ ನೀಡಲಾಯಿತು. ಪ್ರಮುಖ ಹಂತದಲ್ಲಿ ಪತ್ರ ಶಸ್ತ್ರ ಚಿಕಿತ್ಸೆ ನಡೆಸುವ ನಿರ್ಧಾರ ಮಾಡಲಾಯಿತು. — [959, 122, 1111, 219]
guruji-body-left — [438, 1684, 635, 2361]
ngi-n: N — [683, 1781, 699, 1800]
imprint-footer — [32, 2362, 1480, 2413]
paragraph: ಸಿಂಗಿರಿ ಸುರೇಶ್ ನಿರೂಪಿಸಿ, ಮುಖ್ಯಶಿಕ್ಷಕರು ಸ್ವಾಗತಿಸಿದರು. ಕ್ಷೇತ್ರ ಶಿಕ್ಷಣಾಧಿಕಾರಿಗಳು, ಬಿಇಒ, ಶಿಕ್ಷಕರು, ಪೋಷಕರು ಹಾಗೂ ವಿದ್ಯಾರ್ಥಿಗಳು ಭಾಗವಹಿಸಿದ್ದರು. — [849, 1275, 975, 1356]
article-body — [40, 318, 427, 847]
public-notice-title: ಸಾರ್ವಜನಿಕ ಪ್ರಕಟಣೆ — [1254, 1829, 1341, 1845]
paragraph: ಸಮಾರಂಭದಲ್ಲಿ ಪ್ರಾಂಶುಪಾಲರು, ಬೋಧಕ ವೃಂದ, ಪೋಷಕರು ಹಾಗೂ ನೂರಾರು ವಿದ್ಯಾರ್ಥಿಗಳು ಭಾಗವಹಿಸಿದ್ದರು. ಪದವೀಧರರು ಸಂಭ್ರಮದಿಂದ ಪಾಲ್ಗೊಂಡಿದ್ದರು. — [645, 2094, 793, 2174]
ngi-i: I — [943, 1781, 951, 1800]
paragraph: ಶಿಬಿರಕ್ಕೆ ಬಾಬು ನೀರು ಮಾತನಾಡಿದ ಪ್ರಧಾನ ಜಿಲ್ಲಾ ಮತ್ತು ಸೆಷನ್ಸ್ ನ್ಯಾಯಾಧೀಶರು, ಆರೋಗ್ಯವೇ ಭಾಗ್ಯ ಎಂಬುದನ್ನು ಅರಿತು ಪ್ರತಿಯೊಬ್ಬರೂ ನಿಯಮಿತವಾಗಿ ಆರೋಗ್ಯ ತಪಾಸಣೆ ಮಾಡಿಸಿಕೊಳ್ಳಬೇಕು ಎಂದು ಹೇಳಿದರು. — [438, 223, 634, 304]
photo-white-table — [41, 1804, 426, 1850]
paragraph: ಚಿಕ್ಕಬಳ್ಳಾಪುರ: ತಾಲೂಕಿನ ಮರಳುಕುಂಟೆ ರೈತ ಉತ್ಪಾದಕ ಕಂಪನಿಯ ವಾರ್ಷಿಕ ಮಹಾಸಭೆ ಹಾಗೂ ರೈತ ಉತ್ಪನ್ನಗಳ ಮಾರಾಟ ಮಳಿಗೆ ಉದ್ಘಾಟನಾ ಸಮಾರಂಭ ನಡೆಯಿತು. — [40, 319, 228, 383]
applicants-list: 1)ಶ್ರೀಮತಿ, ಮುನಿಹನುಮಕ್ಕ ಬಿನ್ ಲೇಟ್ ಚಿನ್ನಪ್ಪ, ವಯಸ್ಸು ಸುಮಾರು 65 ವರ್ಷ, 2)ಶ್ರೀಮತಿ. ವಿ. ರತ್ನಮ್ಮ ಕೋಂ ಸಿ.ತಾತಪ್ಪ, ವಯಸ್ಸು ಸುಮಾರು 50 ವರ್ಷ, 3) ಶ್ರೀಮತಿ. ಹೆಚ್.ವಿ ಲೇಟ್ ಲೇಟ್ ಸಿ.ತಾತಪ್ಪ, ವಯಸ್ಸು 30 ವರ್ಷ, 4) ಶ್ರೀಮತಿ. ಹೆಚ್.ಟಿ ಲೇಟ್ ಲೇಟ್ ಸಿ.ತಾತಪ್ಪ, ವಯಸ್ಸು 24 ವರ್ಷ, 5) ಕುಮಾರಿ ಹೆಚ್.ಟಿ ಲೇಟ್ ಲೇಟ್ ಸಿ.ತಾತಪ್ಪ, ವಯಸ್ಸು 20 ವರ್ಷ, 6) ಶ್ರೀಮತಿ, ವಯಸ್ಸು 53 ವರ್ಷ, 7) ಶ್ರೀಮತಿ. ಆಶವಾಸನ, ವಯಸ್ಸು ಸುಮಾರು ವರ್ಷ ... ಅರ್ಜಿದಾರರು — [1134, 1692, 1460, 1790]
egg-body-left — [40, 955, 316, 1589]
paragraph: ಕೋಲಾರ,ಸೆ.23: ಈ ದೇವರಾಜ ಅರಸ್ ಮೆಡಿಕಲ್ ಕಾಲೇಜು ವತಿಯಿಂದ 6ನೇ ವಾರ್ಷಿಕ ಅಂತರ ರಾಷ್ಟ್ರೀಯ ಗ್ರ್ಯಾಜುಯೇಟ್ ಕಾನ್ಫರೆನ್ಸ್ 'ಡಿಮೆಡ್ಕಾನ್ 2024' ಏರ್ಪಡಿಸಲಾಗಿದ್ದು, ದಿನಾಂಕ 26 ರಿಂದ 28 ರ ತನಕ ನಡೆಯಲಿದೆ. — [1122, 1147, 1292, 1245]
paragraph: ಶ್ರೀನಿವಾಸಪುರ : ತಾಲ್ಲೂಕಿನ ಸೋಮಯಾಜಲಹಳ್ಳಿ ಗ್ರಾಮದ ಹಾಲು ಉತ್ಪಾದಕರ ಸಹಕಾರ ಸಂಘದ ಅಮೃತ ಮಹೋತ್ಸವದ ಅಂಗವಾಗಿ ಬುಧವಾರ ಸರ್ವ ಸದಸ್ಯರ ಸಭೆ ನಡೆಯಿತು. — [1122, 306, 1292, 386]
tobacco-headline-line1: ತಂಬಾಕು ಮುಕ್ತ ಯುವ ಅಭಿಯಾನ — [1123, 478, 1472, 515]
paragraph: ಈ ಕಾರ್ಯಕ್ರಮದಲ್ಲಿ ಜಿಲ್ಲಾ ವಕೀಲರ ಸಂಘದ ಅಧ್ಯಕ್ಷರು, ಡಾ. ಎಂ.ಎಲ್. ಕೃಷ್ಣಪ್ಪನವರ್, ಸಾಕಾರ ಪ್ರಮುಖ ವಕೀಲರ ಪದಾಧಿಕಾರಿಗಳು ಉಪಸ್ಥಿತರಿದ್ದು ಅಭಿಯಾನದ ಯಶಸ್ಸಿಗೆ ಶ್ರಮಿಸುವುದಾಗಿ ಭರವಸೆ ನೀಡಿದರು. — [1303, 594, 1472, 691]
ngi-podium-3 — [886, 1782, 978, 1854]
ngi-podium-2 — [770, 1782, 863, 1854]
paragraph: ಡಿಡಿಪಿಐ ವೀಣಾ ಮಾತನಾಡಿ, ಅಜೀಂ ಪ್ರೇಮ್‌ಜಿ ಅವರ ಉದಾರ ಗುಣದಿಂದ ಇಂದು ಸಾವಿರಾರು ಮಕ್ಕಳಿಗೆ ಪೌಷ್ಟಿಕ ಆಹಾರ ದೊರೆಯುತ್ತಿದೆ. ಯಾವುದೇ ತಪ್ಪು ಆಗದಂತೆ ಎಚ್ಚರ ವಹಿಸಿ ಎಂದು ಹೇಳಿದರು. — [325, 1477, 577, 1541]
ngi-g: G — [1044, 1781, 1060, 1800]
article-headline: ರೈತ ಉತ್ಪನ್ನಗಳಿಗೆ ಮಾರುಕಟ್ಟೆ ಕಲ್ಪಿಸಿ — [47, 76, 420, 115]
photo-table — [41, 269, 426, 310]
egg-headline-line2: ಗುಣಮಟ್ಟದಲ್ಲಿ ಲೋಪವಾಗದಂತೆ ಎಚ್ಚರವಹಿಸಲು ಎಂಎಲ್‌ಸಿ ಅನಿಲ್‌ಕುಮಾರ್ ಸೂಚನೆ — [75, 904, 1075, 948]
email-address[interactable]: kolarapatrike @gmail.com — [1147, 2382, 1370, 2400]
paragraph: ಸಿಇಆರ್ ನಿಧಿಯಿಂದ ಶಿಕ್ಷಣ ಪಡೆದ ಗ್ರಾಮೀಣ ಮಕ್ಕಳ ಮೊಟ್ಟೆ, ವಿವಿಧ ಕಾರ್ಯಕ್ರಮಗಳ ಅನುದಾನದಲ್ಲಿ ಒದಗಿಸಲಾಗುವುದು. — [40, 1407, 172, 1488]
notice-issued: ಈ ದಿನ ದಿನಾಂಕ : 19/9/2024 ರಂದು ಸಹಿ ಮತ್ತು ನ್ಯಾಯಾಲಯದ ಮೊಹರಿನೊಂದಿಗೆ ನೀಡಲಾಗಿದೆ. — [1134, 2050, 1460, 2081]
paragraph: ಅವರ ಮುಂದೆ ಬಂದ ಅವರ ಭಾವ ತಿಳಿಸಿಕೊಟ್ಟರೆ ಕಾಣುವ ತಿಳಿ. ಒಳಿತನ್ನೇ ಭಾವಿಸಿದರೆ ಪುಣ್ಯ ಕಾರ್ಯ ಮತ್ತೊಮ್ಮೆ ಬಾಳಿನ ಅರ್ಥ ತಿಳಿಯುತ್ತದೆ ಎಂದರು. — [438, 1769, 635, 1833]
paragraph: ಶಾಲಾ ನಾಗರಿಕರು ಮತ್ತು ಮುಖಂಡರಲ್ಲಿ ಲಕ್ಷಾಂತರ ರೈತರಿಗೆ ಸ್ಪಂದಿಸಿದರು. — [239, 319, 427, 350]
paragraph: ಪ್ರಗತಿಯಲ್ಲಿ ಡೇರಿಗೆ ಸ್ಪಚ್ಛ ಕ್ಷೀರಧಾಮ ಮುಂದುವರಿಸಿ ನಿರ್ವಹಣೆ ನಿರ್ದೇಶಕರು, ಹಾಲು ಉತ್ಪಾದಕರ ಹಿತ ಕಾಪಾಡಲು ಗ್ರಾಮಸ್ಥರ ಸಹಕಾರವು ಮುಖ್ಯವಾಗಿದೆ ಎಂದರು. — [40, 2044, 228, 2108]
newspaper-title: KOLARA PATRIKE, — [109, 33, 386, 64]
paragraph: ಕೋಚಿಮುಲ್ ನಿರ್ದೇಶಕರಾದ ಟಿ.ಕೆ. ಶ್ರೀನಿವಾಸ್, ನಿರ್ದೇಶಕರಾದ ವೆಂಕಟೇಶಪ್ಪ, ಕೆ.ವಿ.ಮಂಜುನಾಥ್, ಟಿ.ಎಂ.ವೆಂಕಟೇಶ್, ಮುನಿರಾಜು, ವೆಂಕಟೇಶಮ್ಮ, ಸದಸ್ಯರು, ಮಹಿಳಾ ಪ್ರತಿನಿಧಿಗಳು, ಗ್ರಾಮಸ್ಥರು ಉಪಸ್ಥಿತರಿದ್ದರು. — [40, 2265, 228, 2346]
paragraph: ದಿನಾಂಕ 26–09–2024 ರಂದು ಗುರುವಾರ ಬೆಳಗ್ಗೆ 10–00 ಗಂಟೆಗೆ ಆರ್.ಎಲ್.ಜಾಲಪ್ಪ ಆಸ್ಪತ್ರೆ ಸಭಾಂಗಣದಲ್ಲಿ ಉದ್ಘಾಟನಾ ಸಮಾರಂಭ ನಡೆಯಲಿದೆ. — [1122, 1249, 1292, 1312]
photo-farmers-dais — [40, 121, 427, 312]
paragraph: ಕೆಂಪೇಗೌಡ ಸ್ವಾಗತಿಸಿ, ಕಾರ್ಯದರ್ಶಿ ವಂದಿಸಿದರು. ಡೇರಿ ಸಿಬ್ಬಂದಿ ಹಾಗೂ ಸದಸ್ಯರು ಗ್ರಾಮಸ್ಥರಿಗೆ ಉಪಹಾರ ವ್ಯವಸ್ಥೆ ಮಾಡಿದ್ದರು. — [239, 1859, 427, 1906]
applicants-label: ಅರ್ಜಿದಾರರು: — [1134, 1673, 1190, 1688]
ngi-logo — [888, 1783, 977, 1800]
photo-garland-right — [593, 1307, 678, 1343]
article-farmers-market — [40, 75, 427, 847]
paragraph: ನಿಟ್ಟೆ ಇಂಪ್ಯಾಕ್ಟ್ ಸಂಸ್ಥೆಯ ಸಿಇಒ, ಅಡಿಕೆ ಪ್ರತಿನಿಧಿಗಳು, ಶ್ರೀರಾಮ್, ರಾಜಣ್ಣ, ದೇವರಾಜ, ಅನಿಲ್ ಕುಮಾರ್, ಬಿ.ಎನ್.ಮುನಿಕೃಷ್ಣಪ್ಪ, ಬೈರೇಗೌಡ, ವೆಂಕಟರವಣಪ್ಪ ಮುಂತಾದವರು ಉಪಸ್ಥಿತರಿದ್ದರು. — [40, 761, 228, 842]
